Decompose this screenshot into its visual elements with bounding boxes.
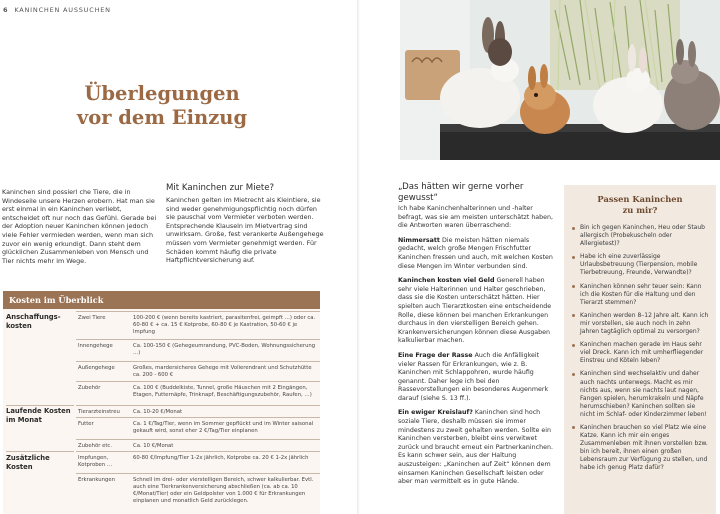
answer-paragraph [398,409,554,486]
cost-item: Tierarzteinstreu [78,409,120,415]
table-row [76,311,320,339]
list-item [572,341,710,365]
cost-value: 60-80 €/Impfung/Tier 1-2x jährlich, Kotprobe ca. 20 € 1-2x jährlich [133,455,309,461]
checklist [564,224,716,473]
list-item-text: Habe ich eine zuverlässige Urlaubsbetreuung (Tierpension, mobile Tierbetreuung, Freunde, Verwandte)? [580,253,698,277]
group-label-additional: Zusätzliche Kosten [6,454,50,471]
answer-head: Nimmersatt [398,236,440,244]
list-item [572,253,710,277]
checklist-title [564,185,716,215]
page-number: 6 [3,6,9,14]
bullet-icon [572,256,575,259]
table-row [76,405,320,417]
answer-head: Kaninchen kosten viel Geld [398,277,495,285]
cost-value: Schnell im drei- oder vierstelligen Bereich, schwer kalkulierbar. Evtl. auch eine Tierkrankenversicherung abschließen (ca. ab ca. 10 €/Monat/Tier) oder ein Geldpolster von 1.000 € für Erkrankungen einplanen und monatlich Geld zurücklegen. [133,477,314,505]
cost-value: Ca. 1 €/Tag/Tier, wenn im Sommer gepflückt und im Winter saisonal gekauft wird, sonst eher 2 €/Tag/Tier einplanen [133,421,314,435]
answer-text: Auch die Anfälligkeit vieler Rassen für Erkrankungen, wie z. B. Kaninchen mit Schlappohren, wurde häufig genannt. Daher lege ich bei den Rassevorstellungen ein besonderes Augenmerk darauf (siehe S. 13 ff.). [398,351,549,402]
answer-paragraph [398,277,554,346]
bullet-icon [572,344,575,347]
page-title-line1: Überlegungen [84,82,240,105]
page-title [0,82,324,130]
list-item-text: Kaninchen brauchen so viel Platz wie eine Katze. Kann ich mir ein enges Zusammenleben mit ihnen vorstellen bzw. bin ich bereit, ihnen einen großen Lebensraum zur Verfügung zu stellen, und habe ich genug Platz dafür? [580,423,708,472]
cost-value: 100-200 € (wenn bereits kastriert, parasitenfrei, geimpft …) oder ca. 60-80 € + ca. 15 € Kotprobe, 60-80 € je Kastration, 50-60 € je Impfung [133,315,316,336]
rabbits-photo [400,0,720,160]
right-page [360,0,720,514]
rental-text: Kaninchen gelten im Mietrecht als Kleintiere, sie sind weder genehmigungspflichtig noch dürfen sie pauschal vom Vermieter verboten werden. Entsprechende Klauseln im Mietvertrag sind unwirksam. Große, fest verankerte Außengehege müssen vom Vermieter genehmigt werden. Für Schäden kommt häufig die private Haftpflichtversicherung auf. [166,196,324,265]
cost-value: Ca. 100 € (Buddelkiste, Tunnel, große Häuschen mit 2 Eingängen, Etagen, Futternäpfe, Trinknapf, Beschäftigungszubehör, Raufen, …) [133,385,312,399]
rental-section [166,183,324,265]
list-item-text: Kaninchen machen gerade im Haus sehr viel Dreck. Kann ich mit umherfliegender Einstreu und Köteln leben? [580,341,704,365]
table-row [76,417,320,439]
cost-item: Zwei Tiere [78,315,106,321]
rabbits-illustration [400,0,720,160]
table-row [76,439,320,451]
answer-text: Generell haben sehr viele Halterinnen und Halter geschrieben, dass sie die Kosten unterschätzt hätten. Hier spielten auch Tierarztkosten eine entscheidende Rolle, diese können bei manchen Erkrankungen durchaus in den vierstelligen Bereich gehen. Krankenversicherungen können diese Ausgaben kalkulierbar machen. [398,277,552,345]
cost-table-title: Kosten im Überblick [3,291,320,309]
interview-column [398,182,554,493]
rental-heading: Mit Kaninchen zur Miete? [166,183,275,193]
group-label-monthly: Laufende Kosten im Monat [6,407,71,424]
cost-value: Ca. 10-20 €/Monat [133,409,183,415]
cost-value: Großes, mardersicheres Gehege mit Volierendrant und Schutzhütte ca. 200 - 600 € [133,365,312,379]
list-item-text: Kaninchen werden 8–12 Jahre alt. Kann ich mir vorstellen, sie auch noch in zehn Jahren tagtäglich optimal zu versorgen? [580,311,709,336]
answer-text: Kaninchen sind hoch soziale Tiere, deshalb müssen sie immer mindestens zu zweit gehalten werden. Sollte ein Kaninchen versterben, bleibt eins verwitwet zurück und braucht erneut ein Partnerkaninchen. Es kann schwer sein, aus der Haltung auszusteigen: „Kaninchen auf Zeit“ können dem einsamen Kaninchen Gesellschaft leisten oder aber man vermittelt es in gute Hände. [398,409,553,486]
group-divider [6,405,74,406]
running-head [3,6,111,14]
table-row [76,361,320,381]
quote-heading: „Das hätten wir gerne vorher gewusst“ [398,182,524,203]
list-item-text: Bin ich gegen Kaninchen, Heu oder Staub allergisch (Probekuscheln oder Allergietest)? [580,224,705,248]
cost-value: Ca. 100-150 € (Gehegeumrandung, PVC-Boden, Wohnungssicherung …) [133,343,316,357]
list-item [572,424,710,473]
list-item [572,283,710,307]
answer-text: Die meisten hätten niemals gedacht, welch große Mengen Frischfutter Kaninchen fressen und auch, mit welchen Kosten diese Mengen im Winter verbunden sind. [398,236,553,270]
cost-item: Innengehege [78,343,113,349]
cost-item: Zubehör etc. [78,443,112,449]
cost-item: Außengehege [78,365,115,371]
answer-paragraph [398,352,554,404]
table-row [76,339,320,361]
bullet-icon [572,285,575,288]
bullet-icon [572,227,575,230]
answer-head: Eine Frage der Rasse [398,351,473,359]
cost-item: Impfungen, Kotproben … [78,455,113,468]
cost-table [3,291,320,514]
answer-paragraph [398,237,554,271]
running-head-title: KANINCHEN AUSSUCHEN [14,6,111,14]
cost-item: Futter [78,421,94,427]
cost-value: Ca. 10 €/Monat [133,443,174,449]
group-divider [6,451,74,452]
bullet-icon [572,426,575,429]
group-label-acquisition: Anschaffungs-kosten [6,313,61,330]
checklist-title-line2: zu mir? [622,204,658,215]
checklist-box [564,185,716,514]
table-row [76,381,320,405]
intro-text: Kaninchen sind possierl che Tiere, die in Windeseile unsere Herzen erobern. Hat man sie erst einmal in ein Kaninchen verliebt, entscheidet oft nur noch das Gefühl. Gerade bei der Adoption neuer Kaninchen können jedoch viele Fehler vermieden werden, wenn man sich zuvor ein wenig erkundigt. Dann steht dem glücklichen Zusammenleben von Mensch und Tier nichts mehr im Wege. [2,188,157,265]
table-row [76,451,320,473]
list-item [572,312,710,336]
answer-head: Ein ewiger Kreislauf? [398,409,473,417]
bullet-icon [572,373,575,376]
bullet-icon [572,314,575,317]
list-item-text: Kaninchen können sehr teuer sein: Kann ich die Kosten für die Haltung und den Tierarzt stemmen? [580,282,702,306]
quote-intro: Ich habe Kaninchenhalterinnen und -halter befragt, was sie am meisten unterschätzt haben, die Antworten waren überraschend: [398,205,554,230]
list-item [572,370,710,419]
cost-item: Zubehör [78,385,101,391]
checklist-title-line1: Passen Kaninchen [597,194,683,204]
cost-item: Erkrankungen [78,477,115,483]
list-item [572,224,710,248]
table-row [76,473,320,509]
page-title-line2: vor dem Einzug [76,106,248,129]
list-item-text: Kaninchen sind wechselaktiv und daher auch nachts unterwegs. Macht es mir nichts aus, wenn sie nachts laut nagen, Fangen spielen, herumkrakeln und Näpfe herumschieben? Kaninchen sollten sie nicht im Schlaf- oder Kinderzimmer leben! [580,370,707,418]
